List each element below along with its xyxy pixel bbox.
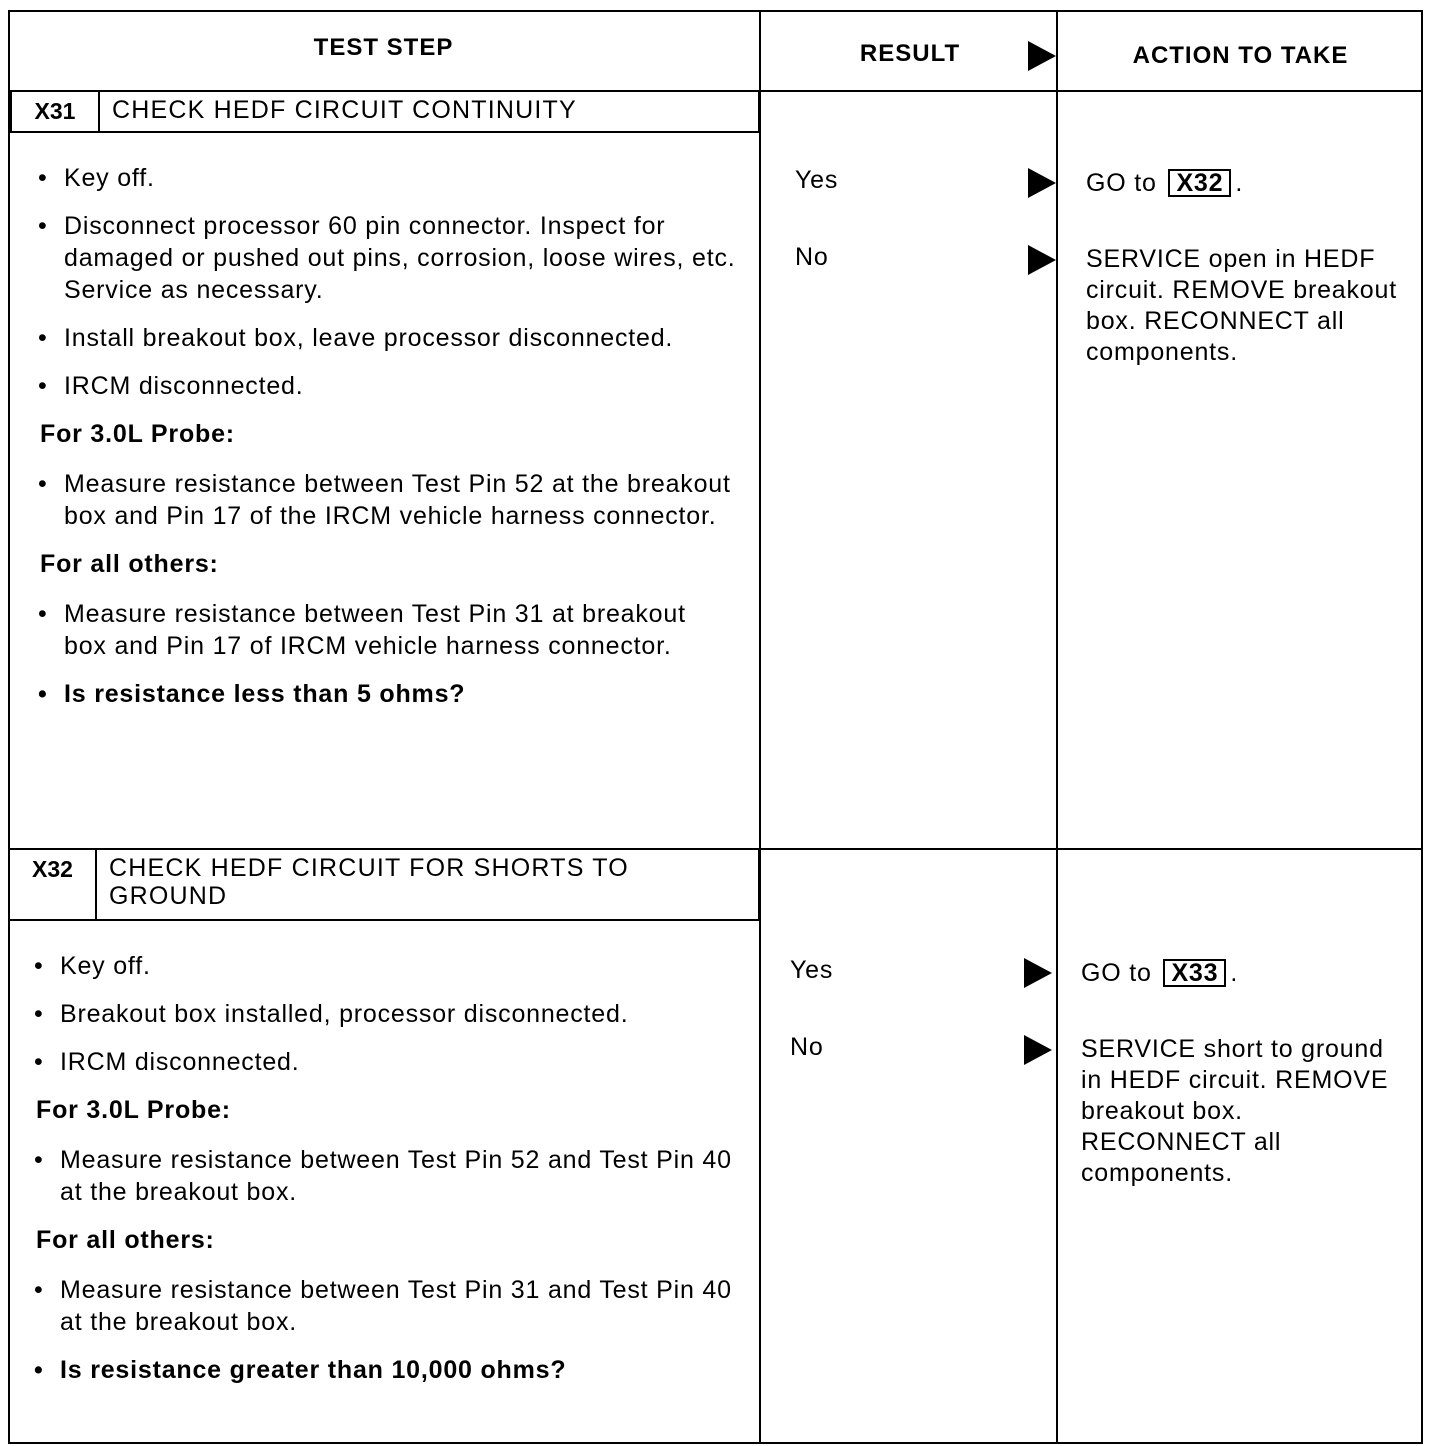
step-reference[interactable]: X33 bbox=[1163, 959, 1226, 987]
step-header-x31 bbox=[10, 90, 760, 133]
column-divider-action bbox=[1056, 10, 1058, 1444]
column-divider-result bbox=[759, 10, 761, 1444]
action-go-text: GO to bbox=[1086, 169, 1157, 197]
result-no: No bbox=[790, 1033, 824, 1061]
action-no: SERVICE short to ground in HEDF circuit. REMOVE breakout box. RECONNECT all components. bbox=[1081, 1035, 1389, 1187]
arrow-icon bbox=[1024, 958, 1052, 988]
action-go-text: GO to bbox=[1081, 959, 1152, 987]
step-title: CHECK HEDF CIRCUIT CONTINUITY bbox=[112, 96, 577, 124]
list-item: • Measure resistance between Test Pin 52 at the breakout box and Pin 17 of the IRCM vehicle harness connector. bbox=[36, 468, 736, 532]
arrow-icon bbox=[1024, 1035, 1052, 1065]
step-title: CHECK HEDF CIRCUIT FOR SHORTS TO GROUND bbox=[109, 854, 629, 910]
subheading: For all others: bbox=[40, 550, 219, 578]
list-item: • Measure resistance between Test Pin 31 at breakout box and Pin 17 of IRCM vehicle harness connector. bbox=[36, 598, 736, 662]
result-yes: Yes bbox=[790, 956, 834, 984]
arrow-icon bbox=[1028, 245, 1056, 275]
list-item: • Key off. bbox=[32, 950, 732, 982]
action-period: . bbox=[1235, 169, 1244, 197]
list-item: • Measure resistance between Test Pin 31 and Test Pin 40 at the breakout box. bbox=[32, 1274, 732, 1338]
action-yes bbox=[1086, 168, 1243, 199]
list-item: • IRCM disconnected. bbox=[36, 370, 736, 402]
header-action: ACTION TO TAKE bbox=[1132, 42, 1349, 69]
action-no: SERVICE open in HEDF circuit. REMOVE breakout box. RECONNECT all components. bbox=[1086, 245, 1397, 366]
list-item: • Measure resistance between Test Pin 52 and Test Pin 40 at the breakout box. bbox=[32, 1144, 732, 1208]
step-reference[interactable]: X32 bbox=[1168, 169, 1231, 197]
step-number: X32 bbox=[10, 850, 97, 919]
result-no: No bbox=[795, 243, 829, 271]
list-item: • Breakout box installed, processor disconnected. bbox=[32, 998, 732, 1030]
action-period: . bbox=[1230, 959, 1239, 987]
arrow-icon bbox=[1028, 168, 1056, 198]
list-item: • Disconnect processor 60 pin connector. Inspect for damaged or pushed out pins, corrosion, loose wires, etc. Service as necessary. bbox=[36, 210, 736, 306]
question: • Is resistance greater than 10,000 ohms? bbox=[32, 1354, 732, 1386]
header-result: RESULT bbox=[859, 40, 961, 67]
subheading: For all others: bbox=[36, 1226, 215, 1254]
subheading: For 3.0L Probe: bbox=[40, 420, 235, 448]
subheading: For 3.0L Probe: bbox=[36, 1096, 231, 1124]
list-item: • Key off. bbox=[36, 162, 736, 194]
step-content-x32 bbox=[32, 950, 732, 1402]
step-content-x31 bbox=[36, 162, 736, 726]
header-arrow-icon bbox=[1028, 41, 1056, 71]
list-item: • IRCM disconnected. bbox=[32, 1046, 732, 1078]
question: • Is resistance less than 5 ohms? bbox=[36, 678, 736, 710]
list-item: • Install breakout box, leave processor disconnected. bbox=[36, 322, 736, 354]
header-test-step: TEST STEP bbox=[313, 34, 454, 61]
step-header-x32 bbox=[8, 848, 760, 921]
result-yes: Yes bbox=[795, 166, 839, 194]
step-number: X31 bbox=[12, 92, 100, 131]
action-yes bbox=[1081, 958, 1238, 989]
